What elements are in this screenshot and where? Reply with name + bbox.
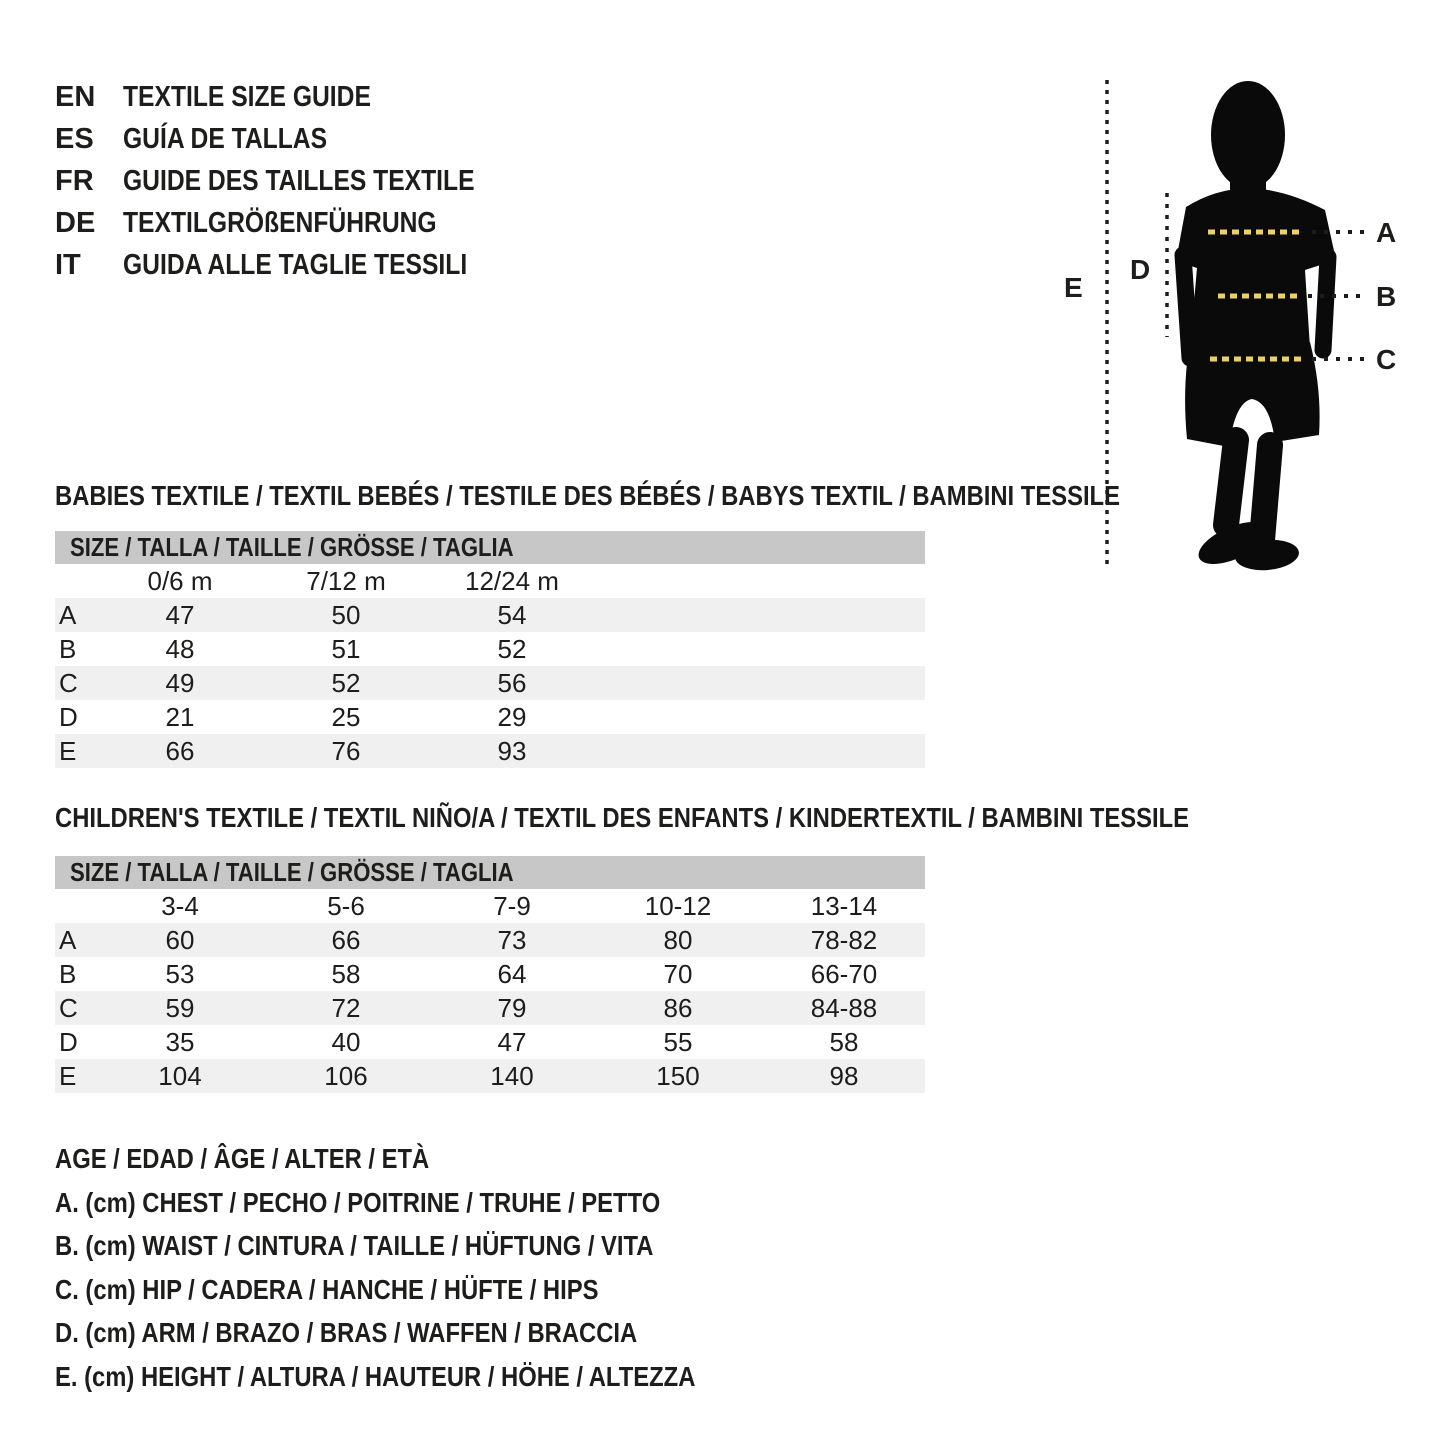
- column-header-row: [55, 889, 925, 923]
- language-title-list: [55, 76, 537, 286]
- row-label: D: [59, 1027, 78, 1057]
- table-cell: 52: [331, 668, 361, 698]
- table-row: [55, 632, 925, 666]
- measure-label-hip: C: [1376, 344, 1397, 375]
- table-cell: 66-70: [810, 959, 878, 989]
- language-code: FR: [55, 165, 94, 197]
- row-label: E: [59, 736, 77, 766]
- column-header: 13-14: [810, 891, 878, 921]
- row-label: B: [59, 634, 77, 664]
- table-cell: 150: [656, 1061, 700, 1091]
- table-cell: 140: [490, 1061, 534, 1091]
- table-cell: 50: [331, 600, 361, 630]
- measurement-legend: [55, 1137, 808, 1398]
- language-row: [55, 76, 537, 118]
- table-cell: 76: [331, 736, 361, 766]
- babies-section-title: BABIES TEXTILE / TEXTIL BEBÉS / TESTILE DES BÉBÉS / BABYS TEXTIL / BAMBINI TESSILE: [55, 480, 1120, 511]
- language-title: GUIDA ALLE TAGLIE TESSILI: [123, 249, 468, 281]
- legend-line-chest: A. (cm) CHEST / PECHO / POITRINE / TRUHE / PETTO: [55, 1186, 661, 1218]
- row-label: C: [59, 993, 78, 1023]
- measure-label-chest: A: [1376, 217, 1397, 248]
- column-header: 3-4: [161, 891, 199, 921]
- table-cell: 47: [497, 1027, 527, 1057]
- table-cell: 52: [497, 634, 527, 664]
- table-cell: 72: [331, 993, 361, 1023]
- row-label: E: [59, 1061, 77, 1091]
- row-label: C: [59, 668, 78, 698]
- language-row: [55, 244, 537, 286]
- table-cell: 56: [497, 668, 527, 698]
- table-row: [55, 1025, 925, 1059]
- table-row: [55, 957, 925, 991]
- measurement-diagram-svg: [1040, 55, 1440, 595]
- column-header: 0/6 m: [147, 566, 213, 596]
- row-label: D: [59, 702, 78, 732]
- row-label: B: [59, 959, 77, 989]
- language-row: [55, 160, 537, 202]
- table-row: [55, 700, 925, 734]
- table-cell: 47: [165, 600, 195, 630]
- row-label: A: [59, 925, 77, 955]
- table-cell: 84-88: [810, 993, 878, 1023]
- legend-line-age: AGE / EDAD / ÂGE / ALTER / ETÀ: [55, 1143, 430, 1174]
- legend-line-arm: D. (cm) ARM / BRAZO / BRAS / WAFFEN / BRACCIA: [55, 1317, 638, 1348]
- table-cell: 40: [331, 1027, 361, 1057]
- table-cell: 25: [331, 702, 361, 732]
- table-cell: 21: [165, 702, 195, 732]
- table-cell: 80: [663, 925, 693, 955]
- language-code: ES: [55, 123, 94, 155]
- row-label: A: [59, 600, 77, 630]
- table-row: [55, 991, 925, 1025]
- column-header: 7/12 m: [306, 566, 386, 596]
- column-header: 7-9: [493, 891, 531, 921]
- legend-line-waist: B. (cm) WAIST / CINTURA / TAILLE / HÜFTUNG / VITA: [55, 1230, 654, 1261]
- table-row: [55, 666, 925, 700]
- language-code: DE: [55, 207, 96, 239]
- table-cell: 54: [497, 600, 527, 630]
- table-cell: 98: [829, 1061, 859, 1091]
- table-row: [55, 598, 925, 632]
- table-cell: 58: [331, 959, 361, 989]
- child-measurement-diagram: [1040, 55, 1440, 595]
- legend-line-hip: C. (cm) HIP / CADERA / HANCHE / HÜFTE / HIPS: [55, 1273, 599, 1305]
- table-cell: 70: [663, 959, 693, 989]
- table-cell: 86: [663, 993, 693, 1023]
- table-row: [55, 923, 925, 957]
- table-cell: 53: [165, 959, 195, 989]
- table-cell: 64: [497, 959, 527, 989]
- table-cell: 49: [165, 668, 195, 698]
- table-cell: 66: [165, 736, 195, 766]
- language-code: IT: [55, 249, 81, 281]
- table-cell: 106: [324, 1061, 368, 1091]
- table-cell: 73: [497, 925, 527, 955]
- language-row: [55, 202, 537, 244]
- column-header: 10-12: [644, 891, 712, 921]
- table-cell: 35: [165, 1027, 195, 1057]
- column-header: 12/24 m: [465, 566, 559, 596]
- table-cell: 78-82: [810, 925, 878, 955]
- table-cell: 104: [158, 1061, 202, 1091]
- measure-label-waist: B: [1376, 281, 1397, 312]
- legend-line-height: E. (cm) HEIGHT / ALTURA / HAUTEUR / HÖHE / ALTEZZA: [55, 1360, 696, 1392]
- measure-label-height: E: [1064, 272, 1083, 303]
- language-title: TEXTILE SIZE GUIDE: [123, 81, 371, 113]
- table-cell: 60: [165, 925, 195, 955]
- language-title: GUÍA DE TALLAS: [123, 123, 328, 155]
- children-section-title: CHILDREN'S TEXTILE / TEXTIL NIÑO/A / TEXTIL DES ENFANTS / KINDERTEXTIL / BAMBINI TESSILE: [55, 802, 1190, 833]
- table-cell: 59: [165, 993, 195, 1023]
- silhouette-left-arm: [1183, 255, 1190, 358]
- size-header-bar: SIZE / TALLA / TAILLE / GRÖSSE / TAGLIA: [55, 856, 925, 889]
- table-row: [55, 734, 925, 768]
- table-cell: 58: [829, 1027, 859, 1057]
- language-row: [55, 118, 537, 160]
- column-header: 5-6: [327, 891, 365, 921]
- column-header-row: [55, 564, 925, 598]
- language-title: GUIDE DES TAILLES TEXTILE: [123, 165, 475, 197]
- babies-size-table: [55, 531, 925, 768]
- table-row: [55, 1059, 925, 1093]
- silhouette-shirt: [1176, 188, 1336, 348]
- table-cell: 79: [497, 993, 527, 1023]
- language-code: EN: [55, 81, 96, 113]
- table-cell: 29: [497, 702, 527, 732]
- size-header-bar: SIZE / TALLA / TAILLE / GRÖSSE / TAGLIA: [55, 531, 925, 564]
- table-cell: 51: [331, 634, 361, 664]
- table-cell: 66: [331, 925, 361, 955]
- measure-label-arm: D: [1130, 254, 1151, 285]
- language-title: TEXTILGRÖßENFÜHRUNG: [123, 207, 437, 239]
- silhouette-right-arm: [1323, 257, 1328, 350]
- children-size-table: [55, 856, 925, 1093]
- table-cell: 93: [497, 736, 527, 766]
- table-cell: 48: [165, 634, 195, 664]
- table-cell: 55: [663, 1027, 693, 1057]
